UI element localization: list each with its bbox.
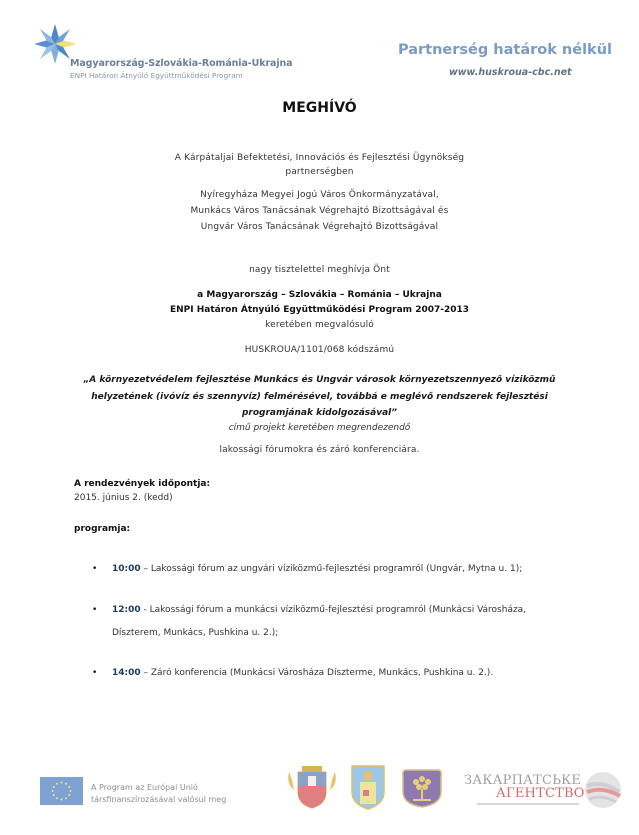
project-title-line: helyzetének (ivóvíz és szennyvíz) felmérésével, továbbá e meglévő rendszerek fejlesztési [91, 392, 548, 402]
program-item [92, 558, 572, 581]
slogan: Partnerség határok nélkül [398, 42, 612, 58]
date-label: A rendezvények időpontja: [74, 479, 211, 489]
program-item [92, 662, 572, 685]
bullet-icon: • [92, 668, 98, 678]
date-value: 2015. június 2. (kedd) [74, 493, 173, 503]
program-separator: – [140, 564, 151, 574]
program-label: programja: [74, 524, 131, 534]
partner-line: Nyíregyháza Megyei Jogú Város Önkormányzatával, [200, 190, 439, 200]
invite-line: nagy tisztelettel meghívja Önt [249, 265, 390, 275]
program-item [92, 599, 572, 645]
eu-funding-text: társfinanszírozásával valósul meg [91, 795, 227, 804]
document-title: MEGHÍVÓ [282, 100, 357, 116]
event-line: lakossági fórumokra és záró konferenciára. [219, 445, 420, 455]
program-text: Lakossági fórum a munkácsi víziközmű-fejlesztési programról (Munkácsi Városháza, Díszterem, Munkács, Pushkina u. 2.); [112, 605, 527, 638]
agency-name: АГЕНТСТВО [496, 786, 585, 801]
organizer-line: A Kárpátaljai Befektetési, Innovációs és Fejlesztési Ügynökség [174, 153, 465, 163]
logo-subtitle: ENPI Határon Átnyúló Együttműködési Program [70, 71, 243, 80]
program-separator: – [140, 668, 151, 678]
program-text: Záró konferencia (Munkácsi Városháza Díszterme, Munkács, Pushkina u. 2.). [150, 668, 494, 678]
coat-of-arms-2-icon [350, 764, 386, 810]
program-time: 14:00 [112, 668, 141, 678]
eu-flag-icon [40, 777, 83, 805]
partner-line: Ungvár Város Tanácsának Végrehajtó Bizottságával [200, 222, 439, 232]
program-time: 12:00 [112, 605, 141, 615]
program-name-line: ENPI Határon Átnyúló Együttműködési Program 2007-2013 [169, 305, 470, 315]
partner-line: Munkács Város Tanácsának Végrehajtó Bizottságával és [190, 206, 449, 216]
globe-logo-icon [583, 770, 623, 810]
partnership-line: partnerségben [285, 167, 354, 177]
agency-subtitle [477, 803, 579, 805]
bullet-icon: • [92, 564, 98, 574]
coat-of-arms-3-icon [400, 766, 444, 808]
program-separator: - [140, 605, 150, 615]
project-code: HUSKROUA/1101/068 kódszámú [244, 345, 395, 355]
website-link[interactable]: www.huskroua-cbc.net [449, 67, 572, 78]
program-name-line: keretében megvalósuló [265, 320, 374, 330]
project-title-line: „A környezetvédelem fejlesztése Munkács és Ungvár városok környezetszennyező víziközmű [83, 375, 556, 385]
eu-funding-text: A Program az Európai Unió [91, 783, 198, 792]
coat-of-arms-1-icon [286, 762, 338, 810]
project-suffix: című projekt keretében megrendezendő [228, 423, 411, 433]
logo-title: Magyarország-Szlovákia-Románia-Ukrajna [70, 58, 293, 69]
program-text: Lakossági fórum az ungvári víziközmű-fejlesztési programról (Ungvár, Mytna u. 1); [150, 564, 523, 574]
project-title-line: programjának kidolgozásával” [241, 408, 398, 418]
agency-name: ЗАКАРПАТСЬКЕ [464, 773, 582, 788]
bullet-icon: • [92, 605, 98, 615]
program-time: 10:00 [112, 564, 141, 574]
program-name-line: a Magyarország – Szlovákia – Románia – Ukrajna [197, 290, 442, 300]
